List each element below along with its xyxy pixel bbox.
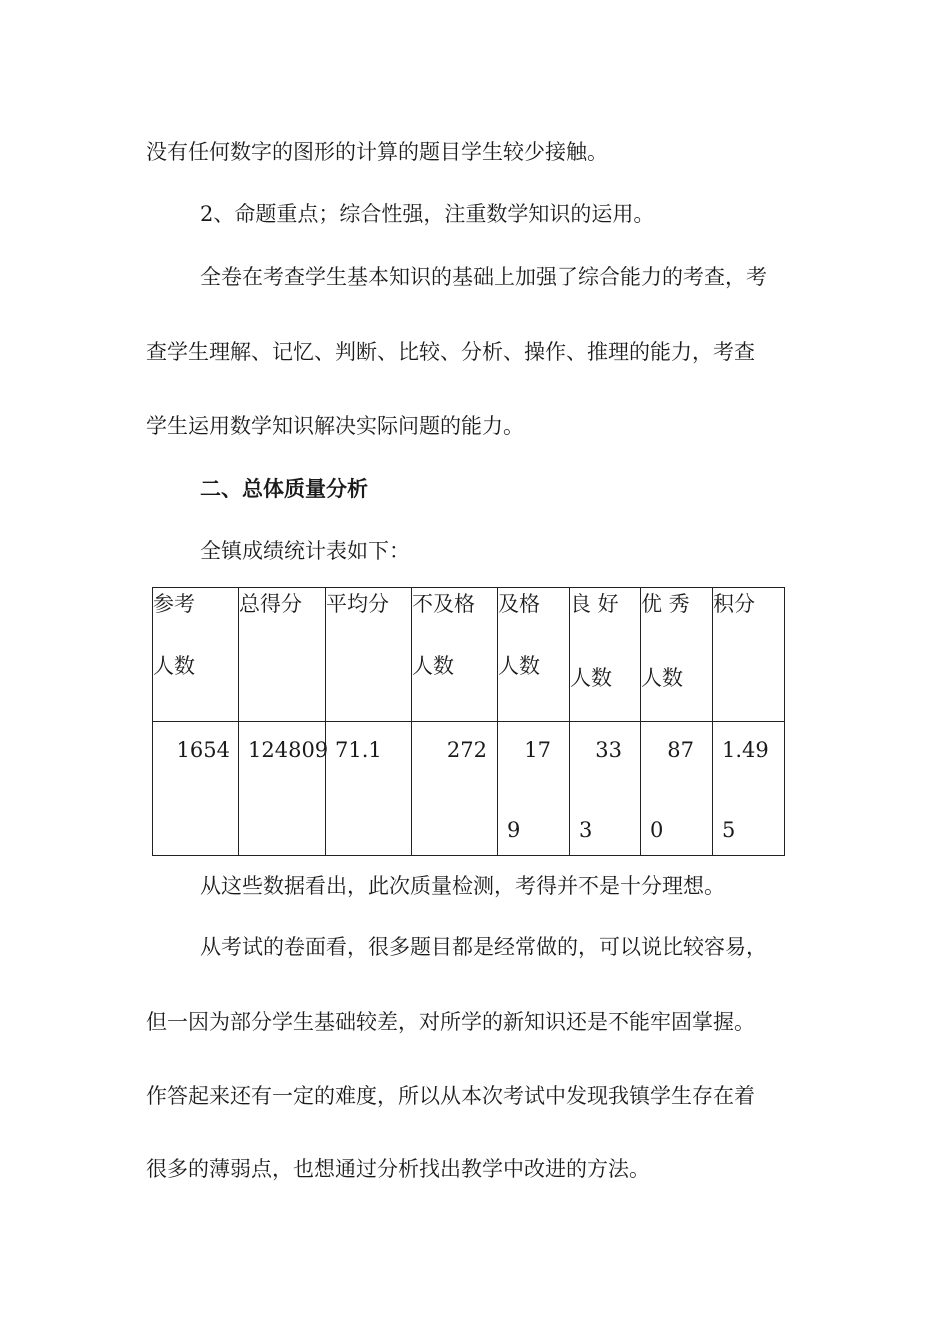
section-heading: 二、总体质量分析 <box>200 476 368 501</box>
table-intro: 全镇成绩统计表如下： <box>200 539 410 563</box>
data-cell: 87 0 <box>641 722 713 856</box>
paragraph-line: 2、命题重点；综合性强，注重数学知识的运用。 <box>200 202 655 226</box>
data-cell: 71.1 <box>326 722 412 856</box>
data-cell: 17 9 <box>498 722 570 856</box>
header-cell: 不及格 人数 <box>412 588 498 722</box>
table-row <box>153 722 785 856</box>
paragraph-line: 从这些数据看出，此次质量检测，考得并不是十分理想。 <box>200 874 725 898</box>
paragraph-line: 作答起来还有一定的难度，所以从本次考试中发现我镇学生存在着 <box>146 1084 755 1108</box>
header-cell: 总得分 <box>239 588 326 722</box>
paragraph-line: 但一因为部分学生基础较差，对所学的新知识还是不能牢固掌握。 <box>146 1010 755 1034</box>
header-cell: 积分 <box>713 588 785 722</box>
paragraph-line: 没有任何数字的图形的计算的题目学生较少接触。 <box>146 140 608 164</box>
header-cell: 良 好 人数 <box>570 588 641 722</box>
header-cell: 优 秀 人数 <box>641 588 713 722</box>
score-statistics-table <box>152 587 785 856</box>
paragraph-line: 全卷在考查学生基本知识的基础上加强了综合能力的考查，考 <box>200 265 767 289</box>
paragraph-line: 从考试的卷面看，很多题目都是经常做的，可以说比较容易， <box>200 935 767 959</box>
data-cell: 1.49 5 <box>713 722 785 856</box>
paragraph-line: 查学生理解、记忆、判断、比较、分析、操作、推理的能力，考查 <box>146 340 755 364</box>
header-cell: 及格 人数 <box>498 588 570 722</box>
data-cell: 1654 <box>153 722 239 856</box>
data-cell: 124809 <box>239 722 326 856</box>
data-cell: 272 <box>412 722 498 856</box>
header-cell: 参考 人数 <box>153 588 239 722</box>
table-header-row <box>153 588 785 722</box>
paragraph-line: 很多的薄弱点，也想通过分析找出教学中改进的方法。 <box>146 1157 650 1181</box>
header-cell: 平均分 <box>326 588 412 722</box>
paragraph-line: 学生运用数学知识解决实际问题的能力。 <box>146 414 524 438</box>
data-cell: 33 3 <box>570 722 641 856</box>
